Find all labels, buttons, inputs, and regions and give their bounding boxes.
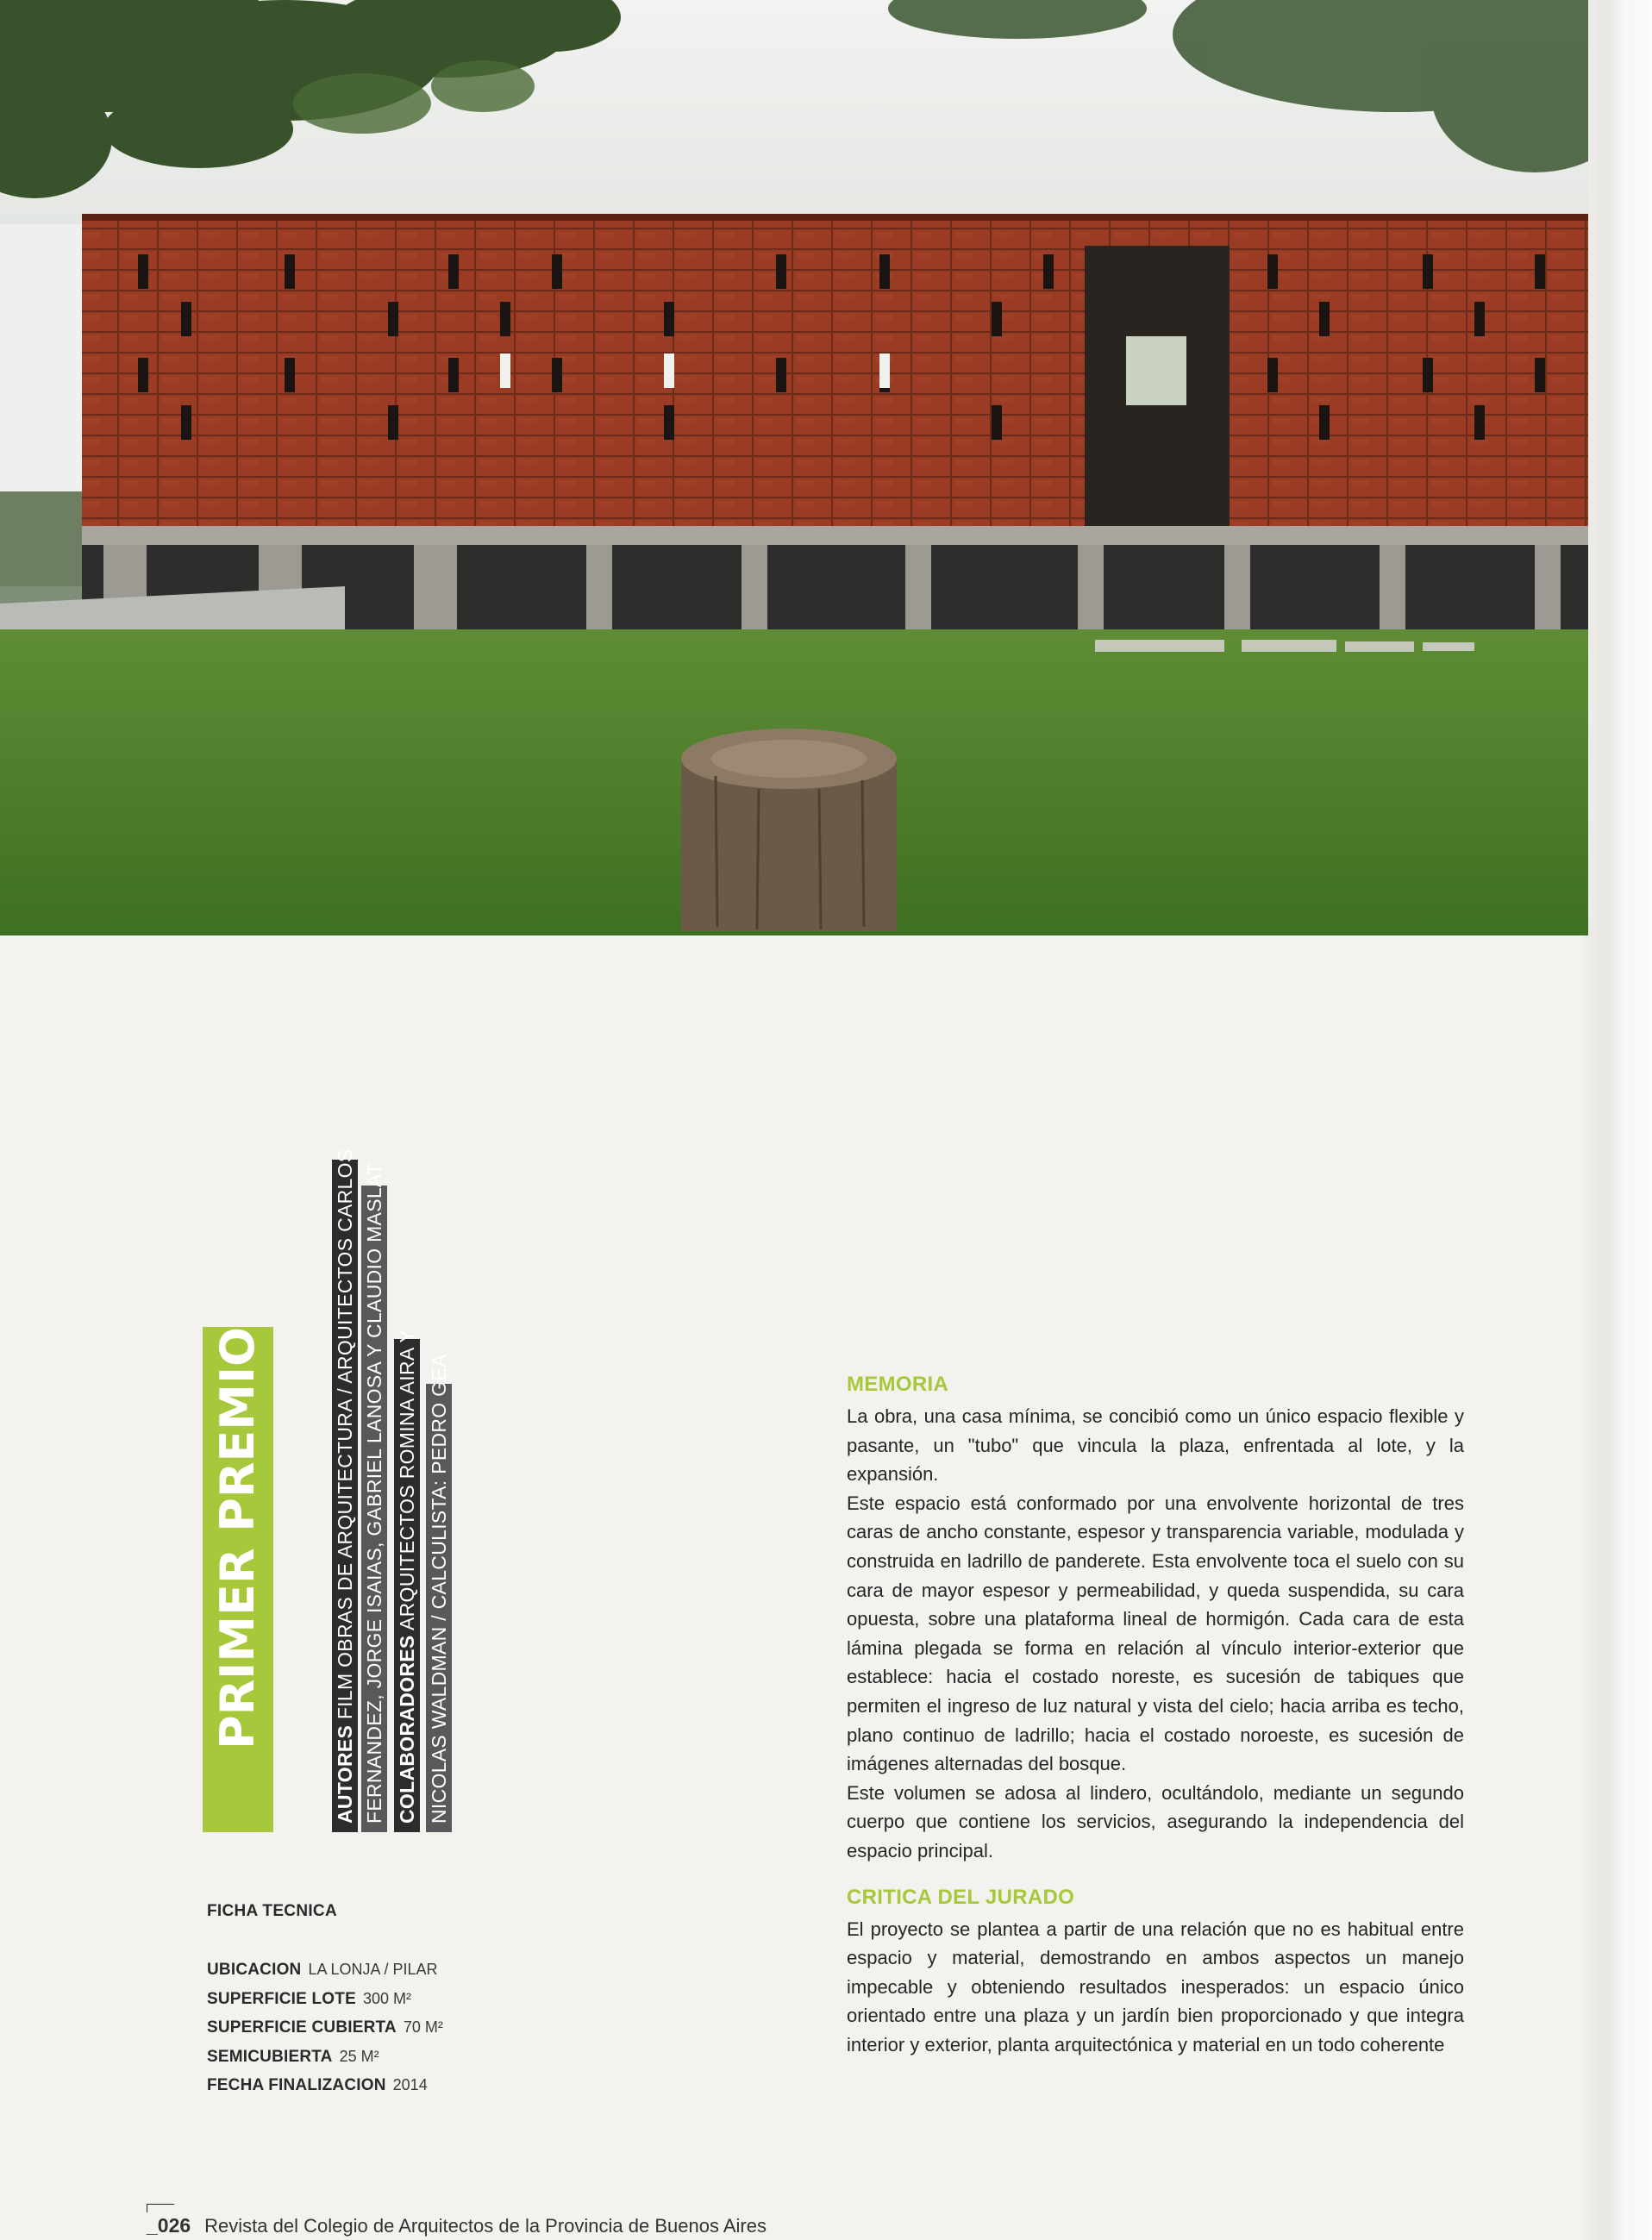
award-title-block xyxy=(203,1148,452,1832)
technical-sheet-title: FICHA TECNICA xyxy=(207,1902,337,1920)
article-body xyxy=(847,1371,1464,2059)
page-number: _026 xyxy=(147,2214,191,2237)
memoria-paragraph-3: Este volumen se adosa al lindero, ocultándolo, mediante un segundo cuerpo que contiene los servicios, asegurando la independencia del espacio principal. xyxy=(847,1781,1464,1861)
authors-text-1: FILM OBRAS DE ARQUITECTURA / ARQUITECTOS CARLOS xyxy=(334,1148,356,1725)
page-footer xyxy=(147,2214,767,2240)
collaborators-label: COLABORADORES xyxy=(396,1635,418,1824)
jury-critique-heading: CRITICA DEL JURADO xyxy=(847,1885,1075,1909)
collaborators-line-2: NICOLAS WALDMAN / CALCULISTA: PEDRO GEA xyxy=(426,1384,452,1832)
collaborators-text-1: ARQUITECTOS ROMINA AIRA Y xyxy=(396,1329,418,1636)
ficha-row-semi-covered xyxy=(207,2043,690,2072)
ficha-row-completion-date xyxy=(207,2071,690,2100)
ficha-row-lot-area xyxy=(207,1985,690,2014)
jury-critique-paragraph: El proyecto se plantea a partir de una relación que no es habitual entre espacio y material, demostrando en ambos aspectos un manejo impecable y obteniendo resultados inesperados: un espacio único orientado entre una plaza y un jardín bien proporcionado y que integra interior y exterior, planta arquitectónica y material en un todo coherente xyxy=(847,1918,1464,2055)
ficha-key: FECHA FINALIZACION xyxy=(207,2076,386,2094)
memoria-paragraph-1: La obra, una casa mínima, se concibió como un único espacio flexible y pasante, un "tubo" que vincula la plaza, enfrentada al lote, y la expansión. xyxy=(847,1405,1464,1486)
ficha-row-location xyxy=(207,1955,690,1985)
brick-house-photo xyxy=(0,0,1588,935)
ficha-key: UBICACION xyxy=(207,1961,302,1979)
ficha-key: SUPERFICIE CUBIERTA xyxy=(207,2018,397,2037)
technical-sheet xyxy=(207,1902,690,2100)
ficha-value: 25 M² xyxy=(339,2047,379,2065)
ficha-key: SEMICUBIERTA xyxy=(207,2047,333,2066)
award-title: PRIMER PREMIO xyxy=(203,1327,273,1832)
ficha-key: SUPERFICIE LOTE xyxy=(207,1989,356,2008)
ficha-value: 70 M² xyxy=(403,2018,443,2036)
authors-line-1 xyxy=(332,1148,358,1832)
collaborators-line-1 xyxy=(394,1329,420,1832)
ficha-row-covered-area xyxy=(207,2013,690,2043)
memoria-heading: MEMORIA xyxy=(847,1373,949,1396)
authors-label: AUTORES xyxy=(334,1724,356,1824)
footer-rule xyxy=(147,2204,174,2205)
ficha-value: 2014 xyxy=(392,2076,428,2093)
ficha-value: LA LONJA / PILAR xyxy=(308,1961,438,1978)
memoria-paragraph-2: Este espacio está conformado por una envolvente horizontal de tres caras de ancho constante, espesor y transparencia variable, modulada y construida en ladrillo de panderete. Esta envolvente toca el suelo con su cara de mayor espesor y permeabilidad, y queda suspendida, su cara opuesta, sobre una plataforma lineal de hormigón. Cada cara de esta lámina plegada se forma en relación al vínculo interior-exterior que establece: hacia el costado noreste, es sucesión de tabiques que permiten el ingreso de luz natural y vista del cielo; hacia arriba es techo, plano continuo de ladrillo; hacia el costado noroeste, es sucesión de imágenes alternadas del bosque. xyxy=(847,1492,1464,1775)
journal-name: Revista del Colegio de Arquitectos de la Provincia de Buenos Aires xyxy=(204,2215,767,2237)
page-edge-shadow xyxy=(1583,0,1652,2240)
authors-line-2: FERNANDEZ, JORGE ISAIAS, GABRIEL LANOSA Y CLAUDIO MASLAT xyxy=(361,1186,387,1832)
ficha-value: 300 M² xyxy=(362,1989,411,2007)
